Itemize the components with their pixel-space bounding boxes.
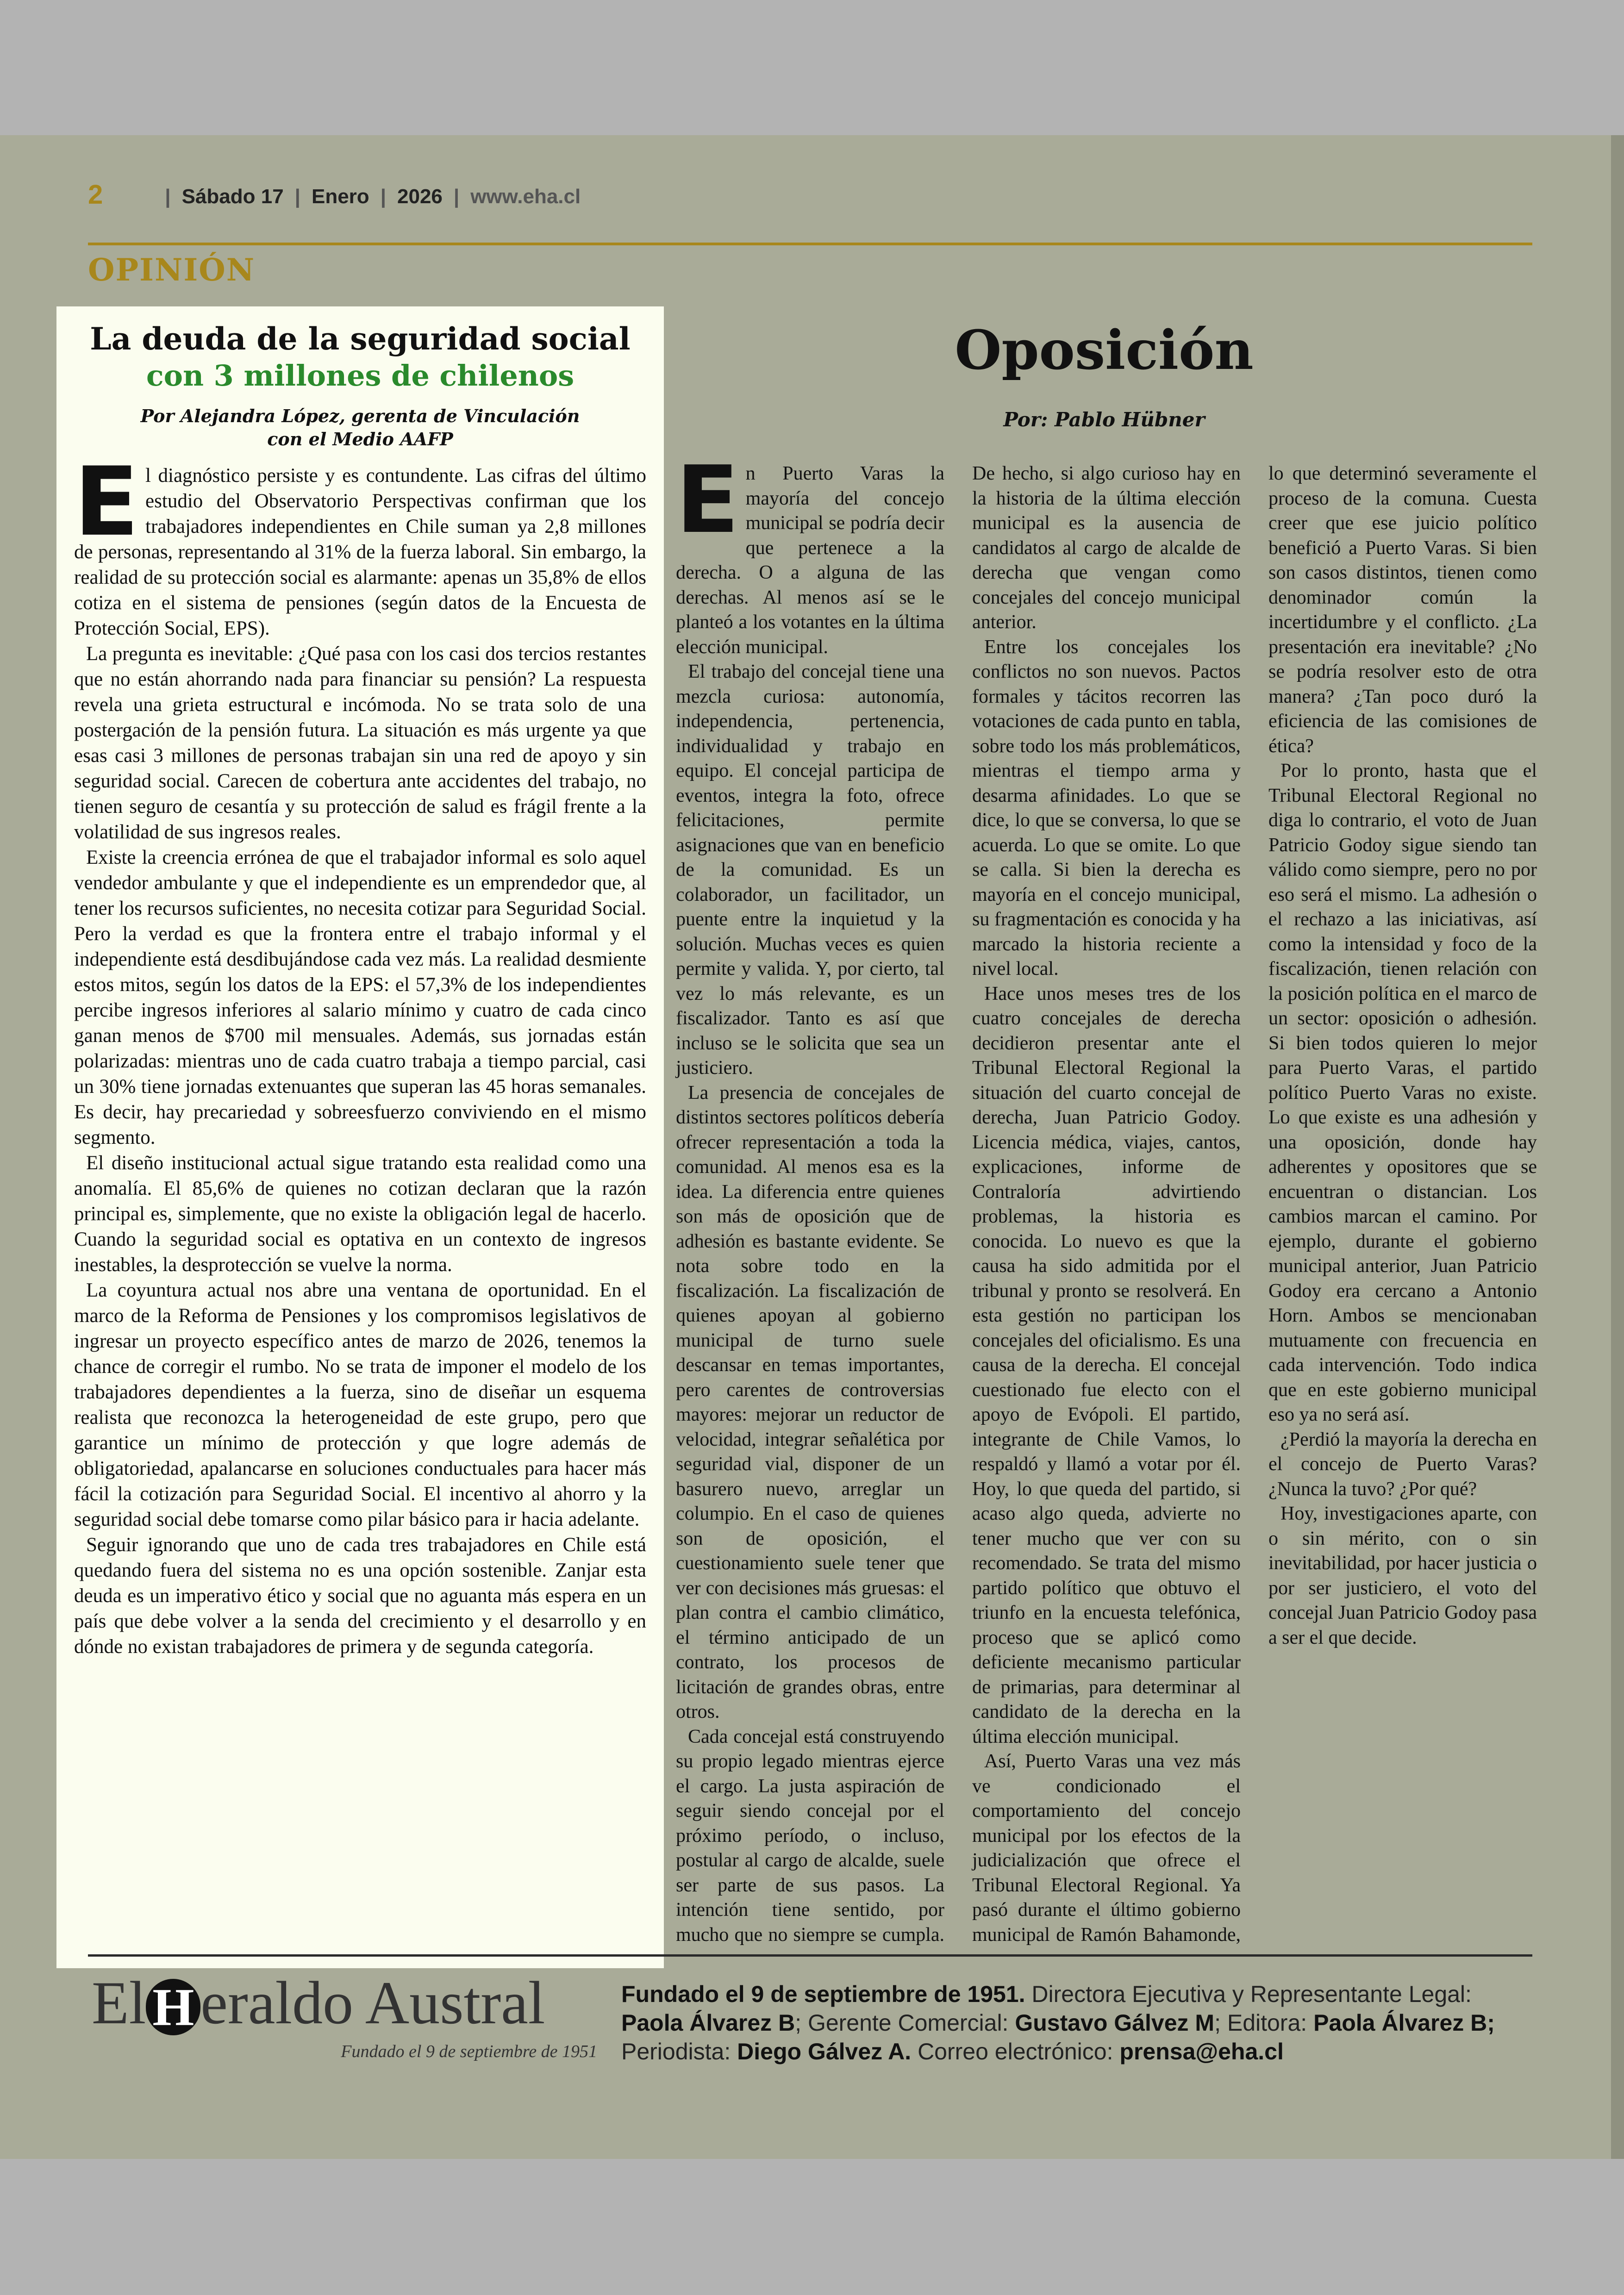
- masthead-info: Fundado el 9 de septiembre de 1951. Directora Ejecutiva y Representante Legal: Paola Álvarez B; Gerente Comercial: Gustavo Gálvez M; Editora: Paola Álvarez B; Periodista: Diego Gálvez A. Correo electrónico: prensa@eha.cl: [621, 1981, 1495, 2064]
- email-link[interactable]: prensa@eha.cl: [1119, 2039, 1284, 2064]
- paragraph: Así, Puerto Varas una vez más ve condicionado el comportamiento del concejo municipal por los efectos de la judicialización que ofrece el Tribunal Electoral Regional. Ya pasó durante el último gobierno municipal de Ramón Bahamonde, lo que determinó severamente el proceso de la comuna. Cuesta creer que ese juicio político benefició a Puerto Varas. Si bien son casos distintos, tienen como denominador común la incertidumbre y el conflicto. ¿La presentación era inevitable? ¿No se podría resolver esto de otra manera? ¿Tan poco duró la eficiencia de las comisiones de ética?: [972, 463, 1537, 1946]
- paragraph: Seguir ignorando que uno de cada tres trabajadores en Chile está quedando fuera del sistema no es una opción sostenible. Zanjar esta deuda es un imperativo ético y social que no aguanta más espera en un país que debe volver a la senda del crecimiento y el desarrollo y en dónde no existan trabajadores de primera y de segunda categoría.: [74, 1534, 646, 1658]
- left-article-byline: Por Alejandra López, gerenta de Vinculación con el Medio AAFP: [140, 405, 580, 449]
- right-article-title: Oposición: [955, 319, 1254, 382]
- page-header: 2 | Sábado 17 | Enero | 2026 | www.eha.cl: [88, 180, 581, 210]
- left-article-subtitle: con 3 millones de chilenos: [146, 359, 575, 393]
- paragraph: La presencia de concejales de distintos sectores políticos debería ofrecer representación a toda la comunidad. Al menos esa es la idea. La diferencia entre quienes son más de oposición que de adhesión es bastante evidente. Se nota sobre todo en la fiscalización. La fiscalización de quienes apoyan al gobierno municipal de turno suele descansar en temas importantes, pero carentes de controversias mayores: mejorar un reductor de velocidad, integrar señalética por seguridad vial, disponer de un basurero nuevo, arreglar un columpio. En el caso de quienes son de oposición, el cuestionamiento suele tener que ver con decisiones más gruesas: el plan contra el cambio climático, el término anticipado de un contrato, los procesos de licitación de grandes obras, entre otros.: [676, 1082, 944, 1722]
- logo-tagline: Fundado el 9 de septiembre de 1951: [341, 2042, 597, 2061]
- paragraph: El diagnóstico persiste y es contundente. Las cifras del último estudio del Observatorio Perspectivas confirman que los trabajadores independientes en Chile suman ya 2,8 millones de personas, representando al 31% de la fuerza laboral. Sin embargo, la realidad de su protección social es alarmante: apenas un 35,8% de ellos cotiza en el sistema de pensiones (según datos de la Encuesta de Protección Social, EPS).: [74, 447, 646, 639]
- paragraph: Hace unos meses tres de los cuatro concejales de derecha decidieron presentar ante el Tribunal Electoral Regional la situación del cuarto concejal de derecha, Juan Patricio Godoy. Licencia médica, viajes, cantos, explicaciones, informe de Contraloría advirtiendo problemas, la historia es conocida. Lo nuevo es que la causa ha sido admitida por el tribunal y pronto se resolverá. En esta gestión no participan los concejales del oficialismo. Es una causa de la derecha. El concejal cuestionado fue electo con el apoyo de Evópoli. El partido, integrante de Chile Vamos, lo respaldó y llamó a votar por él. Hoy, lo que queda del partido, si acaso algo queda, advierte no tener mucho que ver con su recomendado. Se trata del mismo partido político que obtuvo el triunfo en la encuesta telefónica, proceso que se aplicó como deficiente mecanismo particular de primarias, para determinar al candidato de la derecha en la última elección municipal.: [972, 983, 1241, 1747]
- paragraph: Hoy, investigaciones aparte, con o sin mérito, con o sin inevitabilidad, por hacer justicia o por ser justiciero, el voto del concejal Juan Patricio Godoy pasa a ser el que decide.: [1268, 1503, 1537, 1648]
- left-article-body: [74, 447, 646, 1659]
- header-day: Sábado 17: [181, 185, 284, 208]
- footer-divider: [88, 1954, 1532, 1957]
- paragraph: En Puerto Varas la mayoría del concejo municipal se podría decir que pertenece a la derecha. O a alguna de las derechas. Al menos así se le planteó a los votantes en la última elección municipal.: [676, 446, 944, 658]
- header-month: Enero: [311, 185, 369, 208]
- left-article: [56, 306, 664, 1968]
- founded-text: Fundado el 9 de septiembre de 1951.: [621, 1981, 1025, 2007]
- journalist-name: Diego Gálvez A.: [737, 2039, 912, 2064]
- newspaper-page: [0, 135, 1624, 2159]
- drop-cap: E: [74, 447, 139, 557]
- paragraph: Por lo pronto, hasta que el Tribunal Electoral Regional no diga lo contrario, el voto de Juan Patricio Godoy sigue siendo tan válido como siempre, pero no por eso será el mismo. La adhesión o el rechazo a las iniciativas, así como la intensidad y foco de la fiscalización, tienen relación con la posición política en el marco de un sector: oposición o adhesión. Si bien todos quieren lo mejor para Puerto Varas, el partido político Puerto Varas no existe. Lo que existe es una adhesión y una oposición, donde hay adherentes y opositores que se encuentran o distancian. Los cambios marcan el camino. Por ejemplo, durante el gobierno municipal anterior, Juan Patricio Godoy era cercano a Antonio Horn. Ambos se mencionaban mutuamente con frecuencia en cada intervención. Todo indica que en este gobierno municipal eso ya no será así.: [1268, 760, 1537, 1425]
- logo-h-mark: H: [146, 1979, 200, 2035]
- page-number: 2: [88, 180, 103, 210]
- drop-cap: E: [676, 446, 739, 554]
- paragraph: Entre los concejales los conflictos no son nuevos. Pactos formales y tácitos recorren las votaciones de cada punto en tabla, sobre todo los más problemáticos, mientras el tiempo arma y desarma afinidades. Lo que se dice, lo que se conversa, lo que se acuerda. Lo que se omite. Lo que se calla. Si bien la derecha es mayoría en el concejo municipal, su fragmentación es conocida y ha marcado la historia reciente a nivel local.: [972, 636, 1241, 979]
- header-year: 2026: [397, 185, 443, 208]
- section-label: OPINIÓN: [88, 252, 256, 288]
- right-article-byline: Por: Pablo Hübner: [1003, 408, 1205, 431]
- director-name: Paola Álvarez B: [621, 2010, 795, 2036]
- paragraph: ¿Perdió la mayoría la derecha en el concejo de Puerto Varas? ¿Nunca la tuvo? ¿Por qué?: [1268, 1428, 1537, 1500]
- header-divider: [88, 243, 1532, 245]
- page-edge: [1611, 135, 1624, 2159]
- paragraph: La coyuntura actual nos abre una ventana de oportunidad. En el marco de la Reforma de Pensiones y los compromisos legislativos de ingresar un proyecto específico antes de marzo de 2026, tenemos la chance de corregir el rumbo. No se trata de imponer el modelo de los trabajadores dependientes a la fuerza, sino de diseñar un esquema realista que reconozca la heterogeneidad de este grupo, pero que garantice un mínimo de protección y que logre además de obligatoriedad, apalancarse en soluciones conductuales para hacer más fácil la cotización para Seguridad Social. El incentivo al ahorro y la seguridad social debe tomarse como pilar básico para ir hacia adelante.: [74, 1279, 646, 1530]
- editor-name: Paola Álvarez B;: [1313, 2010, 1495, 2036]
- paragraph: Existe la creencia errónea de que el trabajador informal es solo aquel vendedor ambulante y que el independiente es un emprendedor que, al tener los recursos suficientes, no necesita cotizar para Seguridad Social. Pero la verdad es que la frontera entre el trabajo informal y el independiente está desdibujándose cada vez más. La realidad desmiente estos mitos, según los datos de la EPS: el 57,3% de los independientes percibe ingresos inferiores al salario mínimo y cuatro de cada cinco ganan menos de $700 mil mensuales. Además, sus jornadas están polarizadas: mientras uno de cada cuatro trabaja a tiempo parcial, casi un 30% tiene jornadas extenuantes que superan las 45 horas semanales. Es decir, hay precariedad y sobreesfuerzo conviviendo en el mismo segmento.: [74, 847, 646, 1148]
- header-website-link[interactable]: www.eha.cl: [470, 185, 581, 208]
- paragraph: El diseño institucional actual sigue tratando esta realidad como una anomalía. El 85,6% de quienes no cotizan declaran que la razón principal es, simplemente, que no existe la obligación legal de hacerlo. Cuando la seguridad social es optativa en un contexto de ingresos inestables, la desprotección se vuelve la norma.: [74, 1152, 646, 1276]
- paragraph: El trabajo del concejal tiene una mezcla curiosa: autonomía, independencia, pertenencia, individualidad y trabajo en equipo. El concejal participa de eventos, integra la foto, ofrece felicitaciones, permite asignaciones que van en beneficio de la comunidad. Es un colaborador, un facilitador, un puente entre la inquietud y la solución. Muchas veces es quien permite y valida. Y, por cierto, tal vez lo más relevante, es un fiscalizador. Tanto es así que incluso se le solicita que sea un justiciero.: [676, 661, 944, 1079]
- newspaper-logo: El H eraldo Austral: [92, 1969, 545, 2037]
- right-article-body: [676, 446, 1537, 1961]
- paragraph: Cada concejal está construyendo su propio legado mientras ejerce el cargo. La justa aspiración de seguir siendo concejal por el próximo período, o incluso, postular al cargo de alcalde, suele ser parte de sus pasos. La intención tiene sentido, por mucho que no siempre se cumpla. De hecho, si algo curioso hay en la historia de la última elección municipal es la ausencia de candidatos al cargo de alcalde de derecha que vengan como concejales del concejo municipal anterior.: [676, 463, 1241, 1946]
- paragraph: La pregunta es inevitable: ¿Qué pasa con los casi dos tercios restantes que no están ahorrando nada para financiar su pensión? La respuesta revela una grieta estructural e incómoda. No se trata solo de una postergación de la pensión futura. La situación es más urgente ya que esas casi 3 millones de personas trabajan sin una red de apoyo y sin seguridad social. Carecen de cobertura ante accidentes del trabajo, no tienen seguro de cesantía y su protección de salud es frágil frente a la volatilidad de sus ingresos reales.: [74, 643, 646, 843]
- left-article-title: La deuda de la seguridad social: [90, 321, 631, 357]
- manager-name: Gustavo Gálvez M: [1015, 2010, 1215, 2036]
